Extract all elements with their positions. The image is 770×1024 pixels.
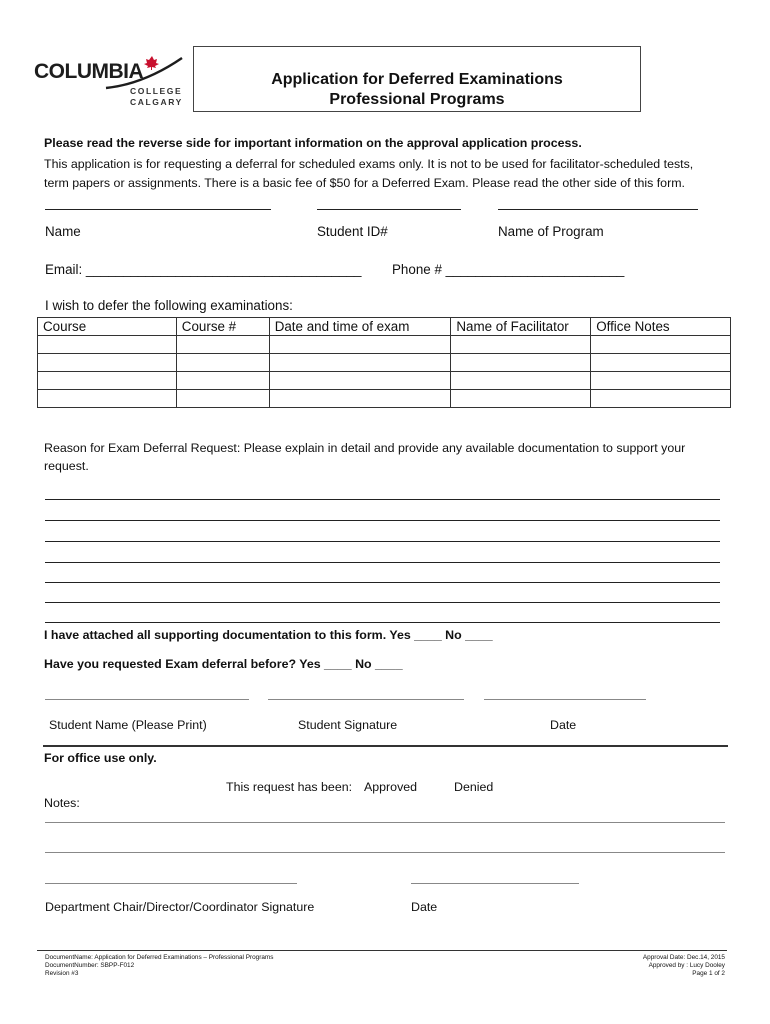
table-row xyxy=(38,354,731,372)
chair-signature-label: Department Chair/Director/Coordinator Signature xyxy=(45,900,315,914)
approved-option[interactable]: Approved xyxy=(364,780,418,794)
footer-doc-number: DocumentNumber: SBPP-F012 xyxy=(45,962,135,969)
table-cell[interactable] xyxy=(451,390,591,408)
reason-prompt-line2: request. xyxy=(44,459,89,473)
logo-wordmark: COLUMBIA xyxy=(34,60,144,83)
request-status-label: This request has been: xyxy=(226,780,353,794)
name-label: Name xyxy=(45,224,81,239)
form-title-box xyxy=(193,46,641,112)
student-id-field[interactable] xyxy=(317,209,461,210)
intro-text-line2: term papers or assignments. There is a basic fee of $50 for a Deferred Exam. Please read the other side of this form. xyxy=(44,176,685,190)
header-course: Course xyxy=(38,318,177,336)
footer-doc-name: DocumentName: Application for Deferred Examinations – Professional Programs xyxy=(45,954,274,961)
reason-line[interactable] xyxy=(45,541,720,542)
table-cell[interactable] xyxy=(38,336,177,354)
student-signature-line[interactable] xyxy=(268,699,464,700)
table-cell[interactable] xyxy=(176,336,269,354)
program-field[interactable] xyxy=(498,209,698,210)
header-course-number: Course # xyxy=(176,318,269,336)
table-row xyxy=(38,336,731,354)
reason-prompt-line1: Reason for Exam Deferral Request: Please explain in detail and provide any available documentation to support your xyxy=(44,441,686,455)
footer-revision: Revision #3 xyxy=(45,970,79,977)
table-cell[interactable] xyxy=(38,390,177,408)
office-date-line[interactable] xyxy=(411,883,579,884)
table-cell[interactable] xyxy=(269,336,451,354)
intro-notice: Please read the reverse side for important information on the approval application process. xyxy=(44,136,582,150)
chair-signature-line[interactable] xyxy=(45,883,297,884)
denied-option[interactable]: Denied xyxy=(454,780,494,794)
table-cell[interactable] xyxy=(591,354,731,372)
footer-page-number: Page 1 of 2 xyxy=(692,970,725,977)
footer-approval-date: Approval Date: Dec.14, 2015 xyxy=(642,954,725,961)
reason-line[interactable] xyxy=(45,562,720,563)
table-cell[interactable] xyxy=(176,354,269,372)
logo-subtitle-calgary: CALGARY xyxy=(130,97,183,107)
student-signature-label: Student Signature xyxy=(298,718,398,732)
document-footer xyxy=(37,950,727,981)
form-title: Application for Deferred Examinations xyxy=(271,71,563,88)
exam-table xyxy=(37,317,731,408)
table-cell[interactable] xyxy=(269,354,451,372)
table-cell[interactable] xyxy=(451,336,591,354)
previous-deferral-question[interactable]: Have you requested Exam deferral before? Yes ____ No ____ xyxy=(44,657,403,671)
logo-subtitle-college: COLLEGE xyxy=(130,86,183,96)
intro-text-line1: This application is for requesting a deferral for scheduled exams only. It is not to be used for facilitator-scheduled tests, xyxy=(44,157,694,171)
notes-line[interactable] xyxy=(45,822,725,823)
college-logo xyxy=(34,48,184,110)
header-date-time: Date and time of exam xyxy=(269,318,451,336)
notes-label: Notes: xyxy=(44,796,80,810)
table-cell[interactable] xyxy=(591,372,731,390)
phone-field[interactable]: Phone # ________________________ xyxy=(392,262,625,277)
table-cell[interactable] xyxy=(269,390,451,408)
documentation-question[interactable]: I have attached all supporting documentation to this form. Yes ____ No ____ xyxy=(44,628,493,642)
table-cell[interactable] xyxy=(451,372,591,390)
table-cell[interactable] xyxy=(176,390,269,408)
date-line[interactable] xyxy=(484,699,646,700)
office-date-label: Date xyxy=(411,900,438,914)
reason-line[interactable] xyxy=(45,622,720,623)
student-name-line[interactable] xyxy=(45,699,249,700)
office-divider xyxy=(43,745,728,747)
reason-line[interactable] xyxy=(45,582,720,583)
table-cell[interactable] xyxy=(269,372,451,390)
table-cell[interactable] xyxy=(176,372,269,390)
exam-table-header-row xyxy=(38,318,731,336)
reason-line[interactable] xyxy=(45,602,720,603)
table-row xyxy=(38,390,731,408)
office-heading: For office use only. xyxy=(44,751,157,765)
student-id-label: Student ID# xyxy=(317,224,388,239)
date-label: Date xyxy=(550,718,577,732)
header-office-notes: Office Notes xyxy=(591,318,731,336)
table-cell[interactable] xyxy=(451,354,591,372)
table-row xyxy=(38,372,731,390)
footer-approved-by: Approved by : Lucy Dooley xyxy=(648,962,725,969)
table-cell[interactable] xyxy=(38,354,177,372)
reason-line[interactable] xyxy=(45,520,720,521)
form-subtitle: Professional Programs xyxy=(329,91,505,108)
name-field[interactable] xyxy=(45,209,271,210)
table-cell[interactable] xyxy=(591,336,731,354)
student-name-label: Student Name (Please Print) xyxy=(49,718,207,732)
reason-line[interactable] xyxy=(45,499,720,500)
exam-table-intro: I wish to defer the following examinations: xyxy=(45,298,293,313)
table-cell[interactable] xyxy=(38,372,177,390)
header-facilitator: Name of Facilitator xyxy=(451,318,591,336)
table-cell[interactable] xyxy=(591,390,731,408)
email-field[interactable]: Email: _____________________________________ xyxy=(45,262,362,277)
program-label: Name of Program xyxy=(498,224,604,239)
notes-line[interactable] xyxy=(45,852,725,853)
